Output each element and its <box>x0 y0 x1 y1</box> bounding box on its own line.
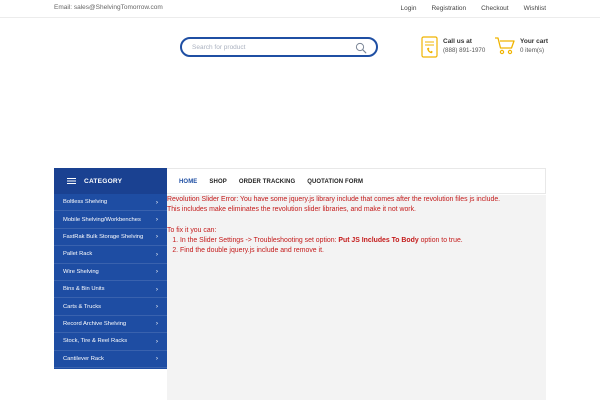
fix-step-1-option: Put JS Includes To Body <box>338 236 419 244</box>
nav-order-tracking[interactable]: ORDER TRACKING <box>238 179 296 185</box>
category-item-label: Wire Shelving <box>63 268 99 275</box>
category-item-label: Carts & Trucks <box>63 303 102 310</box>
search-box <box>180 37 378 57</box>
fix-step-1-pre: In the Slider Settings -> Troubleshooting set option: <box>180 236 339 244</box>
phone-book-icon <box>421 36 439 58</box>
email-label: Email: <box>54 4 73 11</box>
category-item-label: Stock, Tire & Reel Racks <box>63 338 128 345</box>
category-item-boltless-shelving[interactable] <box>54 194 167 211</box>
error-line-2: This includes make eliminates the revolution slider libraries, and make it not work. <box>167 206 416 214</box>
chevron-right-icon: › <box>155 337 158 345</box>
category-item-pallet-rack[interactable] <box>54 246 167 263</box>
fix-step-1 <box>180 236 546 246</box>
category-item-record-archive[interactable] <box>54 316 167 333</box>
revolution-slider-error <box>167 195 546 256</box>
chevron-right-icon: › <box>155 285 158 293</box>
chevron-right-icon: › <box>155 198 158 206</box>
category-header[interactable] <box>54 168 167 194</box>
slider-area <box>167 195 546 400</box>
category-item-bins[interactable] <box>54 281 167 298</box>
checkout-link[interactable]: Checkout <box>481 5 509 12</box>
category-item-label: Pallet Rack <box>63 251 93 258</box>
nav-home[interactable]: HOME <box>179 179 198 185</box>
registration-link[interactable]: Registration <box>431 5 467 12</box>
category-item-label: Mobile Shelving/Workbenches <box>63 216 141 223</box>
fix-heading: To fix it you can: <box>167 226 217 234</box>
category-item-mobile-shelving[interactable] <box>54 211 167 228</box>
category-sidebar <box>54 168 167 369</box>
account-links <box>401 5 546 12</box>
nav-shop[interactable]: SHOP <box>209 179 227 185</box>
category-item-carts-trucks[interactable] <box>54 298 167 315</box>
hamburger-icon <box>67 178 76 184</box>
category-item-label: Cantilever Rack <box>63 355 104 362</box>
phone-number[interactable]: (888) 891-1970 <box>443 47 486 54</box>
login-link[interactable]: Login <box>400 5 417 12</box>
category-item-label: FastRak Bulk Storage Shelving <box>63 233 144 240</box>
category-item-label: Bins & Bin Units <box>63 286 105 293</box>
nav-quotation-form[interactable]: QUOTATION FORM <box>307 179 364 185</box>
fix-step-1-post: option to true. <box>418 236 463 244</box>
wishlist-link[interactable]: Wishlist <box>523 5 546 12</box>
search-input[interactable] <box>192 42 352 53</box>
chevron-right-icon: › <box>155 268 158 276</box>
category-item-fastrak[interactable] <box>54 229 167 246</box>
call-us-title: Call us at <box>443 38 472 45</box>
top-bar <box>0 0 600 18</box>
email-address[interactable]: sales@ShelvingTomorrow.com <box>73 4 163 11</box>
cart-count: 0 item(s) <box>520 47 545 54</box>
cart-title: Your cart <box>520 38 549 45</box>
chevron-right-icon: › <box>155 355 158 363</box>
error-line-1: Revolution Slider Error: You have some jquery.js library include that comes after the revolution files js include. <box>167 196 501 203</box>
chevron-right-icon: › <box>155 233 158 241</box>
category-item-wire-shelving[interactable] <box>54 264 167 281</box>
fix-steps <box>167 236 546 256</box>
shopping-cart-icon[interactable] <box>494 36 516 56</box>
category-list <box>54 194 167 368</box>
contact-email <box>54 4 163 11</box>
chevron-right-icon: › <box>155 320 158 328</box>
category-title: CATEGORY <box>84 177 123 185</box>
category-item-stock-tire-reel[interactable] <box>54 333 167 350</box>
chevron-right-icon: › <box>155 216 158 224</box>
category-item-cantilever-rack[interactable] <box>54 351 167 368</box>
chevron-right-icon: › <box>155 303 158 311</box>
search-icon[interactable] <box>355 42 367 54</box>
category-item-label: Record Archive Shelving <box>63 320 127 327</box>
main-nav <box>179 169 375 195</box>
chevron-right-icon: › <box>155 250 158 258</box>
category-item-label: Boltless Shelving <box>63 199 108 206</box>
fix-step-2: 2. Find the double jquery.js include and remove it. <box>180 246 546 256</box>
